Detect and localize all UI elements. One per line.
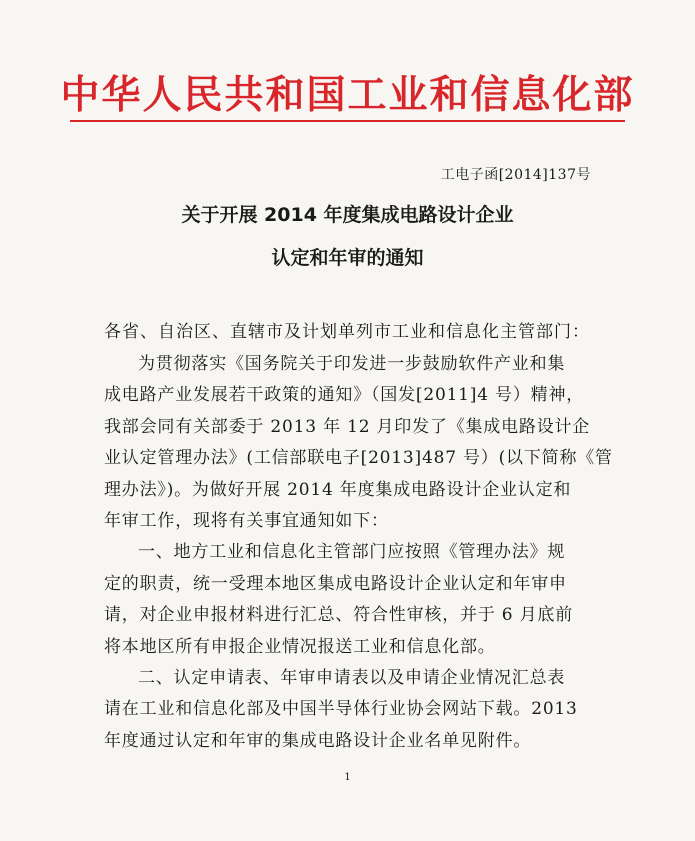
ministry-letterhead-title: 中华人民共和国工业和信息化部: [60, 73, 635, 118]
body-line: 一、地方工业和信息化主管部门应按照《管理办法》规: [138, 542, 566, 563]
body-line: 业认定管理办法》(工信部联电子[2013]487 号）(以下简称《管: [104, 448, 613, 469]
salutation: 各省、自治区、直辖市及计划单列市工业和信息化主管部门：: [104, 322, 590, 342]
body-line: 成电路产业发展若干政策的通知》（国发[2011]4 号）精神，: [104, 385, 585, 406]
body-line: 二、认定申请表、年审申请表以及申请企业情况汇总表: [138, 667, 566, 688]
body-line: 为贯彻落实《国务院关于印发进一步鼓励软件产业和集: [138, 354, 566, 374]
notice-title-line-1: 关于开展 2014 年度集成电路设计企业: [181, 204, 514, 226]
page-number: 1: [344, 772, 351, 783]
body-line: 年度通过认定和年审的集成电路设计企业名单见附件。: [104, 730, 532, 751]
letterhead-divider: [70, 120, 625, 122]
body-line: 年审工作，现将有关事宜通知如下：: [104, 510, 389, 531]
notice-title-line-2: 认定和年审的通知: [271, 247, 424, 269]
body-line: 请在工业和信息化部及中国半导体行业协会网站下载。2013: [104, 699, 578, 720]
body-line: 我部会同有关部委于 2013 年 12 月印发了《集成电路设计企: [104, 416, 591, 437]
body-line: 定的职责，统一受理本地区集成电路设计企业认定和年审申: [104, 573, 567, 594]
body-line: 请，对企业申报材料进行汇总、符合性审核，并于 6 月底前: [104, 605, 574, 626]
body-line: 将本地区所有申报企业情况报送工业和信息化部。: [104, 636, 496, 657]
body-line: 理办法》)。为做好开展 2014 年度集成电路设计企业认定和: [104, 479, 572, 500]
notice-body: [104, 349, 613, 757]
document-number: 工电子函[2014]137号: [440, 167, 591, 183]
